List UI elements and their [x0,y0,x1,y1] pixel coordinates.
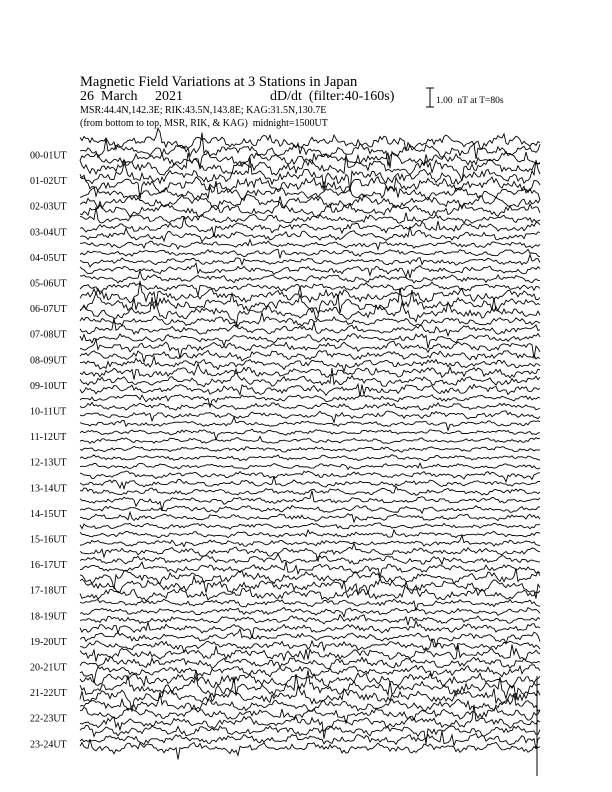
trace-rik [80,288,540,319]
trace-kag [80,263,540,278]
trace-rik [80,608,540,617]
trace-kag [80,471,540,482]
trace-rik [80,455,540,461]
traces [80,128,540,776]
trace-rik [80,429,540,439]
trace-rik [80,530,540,538]
hour-label: 13-14UT [30,483,67,495]
trace-kag [80,417,540,430]
hour-label: 17-18UT [30,585,67,597]
hour-label: 09-10UT [30,380,67,392]
trace-msr [80,615,540,626]
trace-rik [80,403,540,411]
trace-msr [80,384,540,396]
trace-kag [80,313,540,327]
trace-rik [80,368,540,387]
hour-label: 05-06UT [30,278,67,290]
hour-label: 08-09UT [30,355,67,367]
hour-label: 04-05UT [30,252,67,264]
hour-label: 07-08UT [30,329,67,341]
trace-msr [80,582,540,601]
hour-label: 18-19UT [30,611,67,623]
trace-kag [80,281,540,305]
trace-kag [80,446,540,452]
order-line: (from bottom to top, MSR, RIK, & KAG) midnight=1500UT [80,118,328,129]
trace-msr [80,705,540,739]
trace-msr [80,739,540,759]
trace-rik [80,657,540,668]
trace-msr [80,175,540,199]
hour-label: 06-07UT [30,304,67,316]
hour-label: 22-23UT [30,713,67,725]
hour-label: 01-02UT [30,176,67,188]
trace-rik [80,629,540,647]
hour-label: 11-12UT [30,432,67,444]
trace-rik [80,554,540,564]
trace-rik [80,576,540,598]
trace-rik [80,476,540,489]
trace-kag [80,599,540,611]
trace-rik [80,670,540,701]
trace-kag [80,523,540,529]
hour-label: 16-17UT [30,560,67,572]
trace-msr [80,463,540,469]
trace-rik [80,350,540,362]
hour-label: 10-11UT [30,406,67,418]
trace-rik [80,271,540,283]
trace-rik [80,506,540,514]
scale-bar [426,88,434,107]
hour-label: 21-22UT [30,688,67,700]
hour-labels [30,151,67,751]
hour-label: 23-24UT [30,739,67,751]
trace-msr [80,437,540,444]
trace-msr [80,665,540,683]
trace-kag [80,491,540,510]
chart-title: Magnetic Field Variations at 3 Stations in Japan [80,74,358,90]
trace-kag [80,670,540,687]
chart-quantity: dD/dt (filter:40-160s) [270,89,395,104]
stations-line: MSR:44.4N,142.3E; RIK:43.5N,143.8E; KAG:31.5N,130.7E [80,105,327,116]
hour-label: 00-01UT [30,150,67,162]
trace-kag [80,128,540,154]
trace-kag [80,543,540,561]
hour-label: 19-20UT [30,636,67,648]
scale-label: 1.00 nT at T=80s [436,96,504,106]
trace-kag [80,240,540,250]
trace-msr [80,255,540,267]
trace-msr [80,536,540,547]
hour-label: 02-03UT [30,201,67,213]
chart-date: 26 March 2021 [80,89,184,104]
trace-msr [80,486,540,495]
trace-msr [80,512,540,522]
trace-msr [80,411,540,422]
hour-label: 20-21UT [30,662,67,674]
hour-label: 12-13UT [30,457,67,469]
hour-label: 14-15UT [30,508,67,520]
trace-rik [80,249,540,258]
hour-label: 15-16UT [30,534,67,546]
hour-label: 03-04UT [30,227,67,239]
